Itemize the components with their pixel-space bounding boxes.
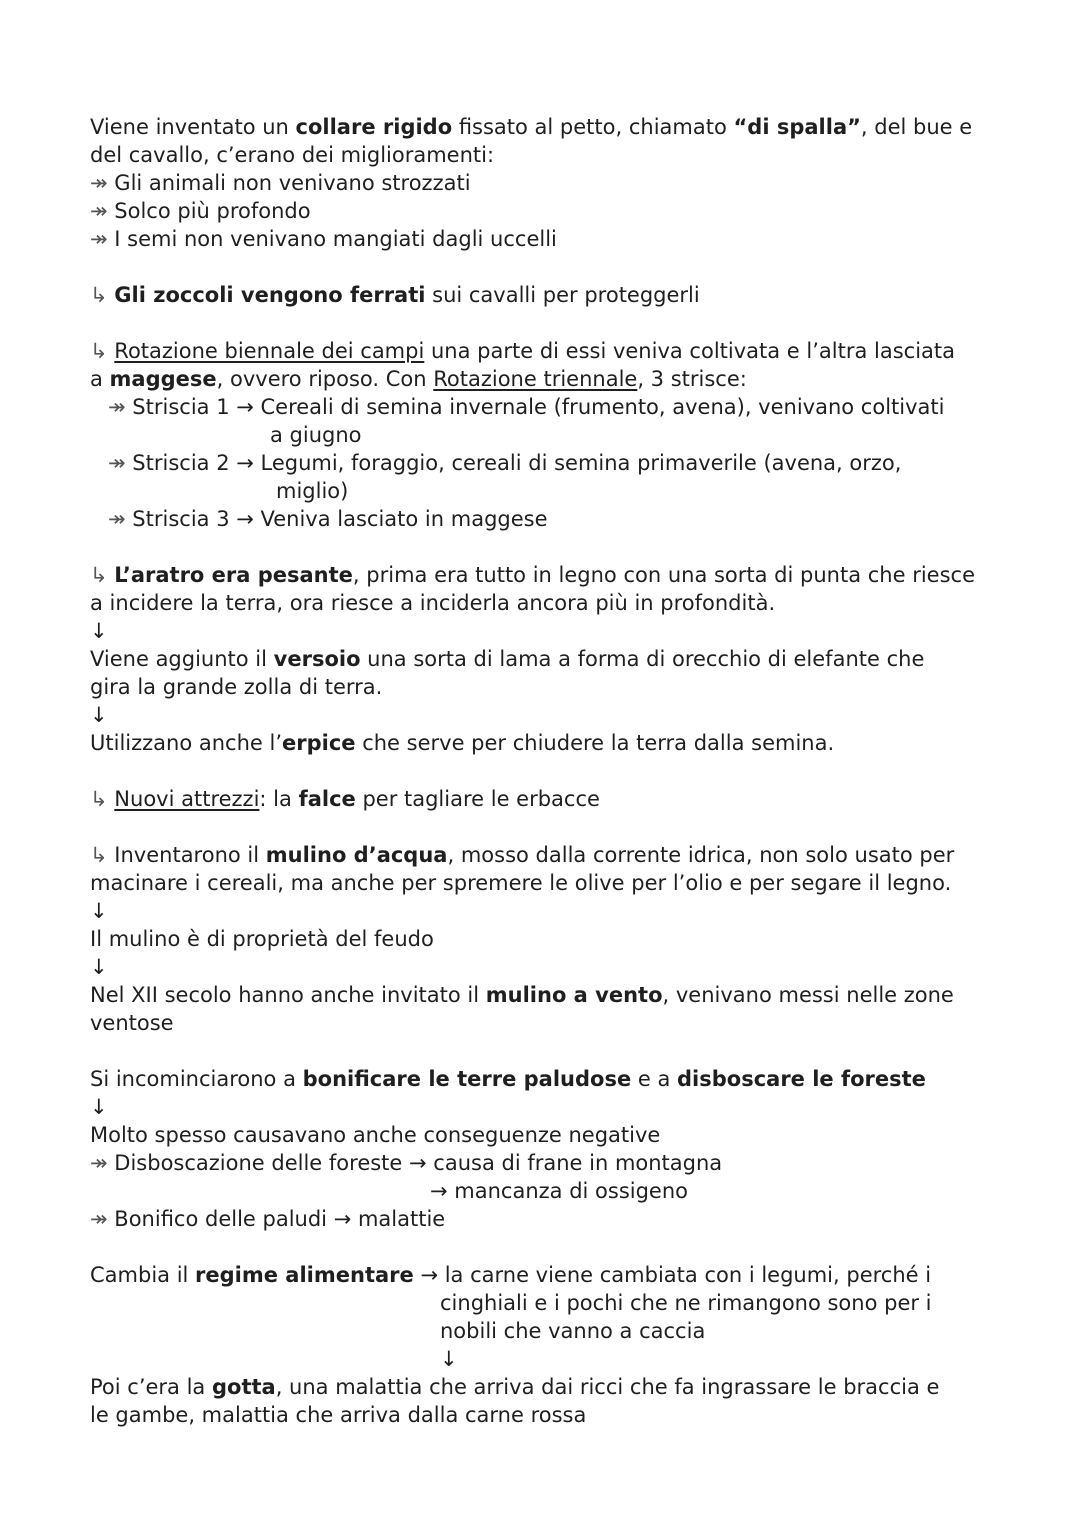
text-line: ↳ L’aratro era pesante, prima era tutto in legno con una sorta di punta che riesce (90, 563, 975, 587)
list-item: ↠ Striscia 2 → Legumi, foraggio, cereali di semina primaverile (avena, orzo, (108, 451, 902, 475)
down-arrow-icon: ↓ (90, 703, 108, 727)
text-line: a incidere la terra, ora riesce a inciderla ancora più in profondità. (90, 591, 776, 615)
text-line: a giugno (270, 423, 362, 447)
text-line: le gambe, malattia che arriva dalla carne rossa (90, 1403, 587, 1427)
text-line: ↳ Nuovi attrezzi: la falce per tagliare le erbacce (90, 787, 600, 811)
arrow-bullet-icon: ↠ (90, 1151, 108, 1175)
text-line: Poi c’era la gotta, una malattia che arriva dai ricci che fa ingrassare le braccia e (90, 1375, 940, 1399)
text-line: Viene inventato un collare rigido fissato al petto, chiamato “di spalla”, del bue e (90, 115, 973, 139)
arrow-bullet-icon: ↠ (90, 199, 108, 223)
hook-arrow-icon: ↳ (90, 339, 108, 363)
text-line: ↳ Rotazione biennale dei campi una parte di essi veniva coltivata e l’altra lasciata (90, 339, 956, 363)
down-arrow-icon: ↓ (90, 1095, 108, 1119)
text-line: Si incominciarono a bonificare le terre paludose e a disboscare le foreste (90, 1067, 926, 1091)
hook-arrow-icon: ↳ (90, 787, 108, 811)
arrow-bullet-icon: ↠ (108, 395, 126, 419)
text-line: Il mulino è di proprietà del feudo (90, 927, 434, 951)
text-line: ↳ Inventarono il mulino d’acqua, mosso dalla corrente idrica, non solo usato per (90, 843, 955, 867)
text-line: Utilizzano anche l’erpice che serve per chiudere la terra dalla semina. (90, 731, 835, 755)
text-line: macinare i cereali, ma anche per spremere le olive per l’olio e per segare il legno. (90, 871, 952, 895)
text-line: cinghiali e i pochi che ne rimangono sono per i (440, 1291, 932, 1315)
text-line: ventose (90, 1011, 174, 1035)
text-line: miglio) (276, 479, 349, 503)
text-line: → mancanza di ossigeno (430, 1179, 689, 1203)
list-item: ↠ Striscia 1 → Cereali di semina invernale (frumento, avena), venivano coltivati (108, 395, 945, 419)
list-item: ↠ Disboscazione delle foreste → causa di frane in montagna (90, 1151, 723, 1175)
down-arrow-icon: ↓ (90, 899, 108, 923)
list-item: ↠ Bonifico delle paludi → malattie (90, 1207, 446, 1231)
hook-arrow-icon: ↳ (90, 563, 108, 587)
text-line: gira la grande zolla di terra. (90, 675, 383, 699)
text-line: nobili che vanno a caccia (440, 1319, 706, 1343)
down-arrow-icon: ↓ (440, 1347, 458, 1371)
text-line: del cavallo, c’erano dei miglioramenti: (90, 143, 495, 167)
arrow-bullet-icon: ↠ (90, 171, 108, 195)
arrow-bullet-icon: ↠ (90, 227, 108, 251)
text-line: Nel XII secolo hanno anche invitato il mulino a vento, venivano messi nelle zone (90, 983, 954, 1007)
list-item: ↠ Striscia 3 → Veniva lasciato in maggese (108, 507, 548, 531)
list-item: ↠ I semi non venivano mangiati dagli uccelli (90, 227, 557, 251)
hook-arrow-icon: ↳ (90, 283, 108, 307)
arrow-bullet-icon: ↠ (90, 1207, 108, 1231)
list-item: ↠ Gli animali non venivano strozzati (90, 171, 471, 195)
text-line: Cambia il regime alimentare → la carne viene cambiata con i legumi, perché i (90, 1263, 932, 1287)
text-line: a maggese, ovvero riposo. Con Rotazione triennale, 3 strisce: (90, 367, 747, 391)
list-item: ↠ Solco più profondo (90, 199, 311, 223)
down-arrow-icon: ↓ (90, 955, 108, 979)
down-arrow-icon: ↓ (90, 619, 108, 643)
hook-arrow-icon: ↳ (90, 843, 108, 867)
notes-page (90, 113, 1020, 1429)
text-line: Viene aggiunto il versoio una sorta di lama a forma di orecchio di elefante che (90, 647, 925, 671)
arrow-bullet-icon: ↠ (108, 451, 126, 475)
text-line: Molto spesso causavano anche conseguenze negative (90, 1123, 661, 1147)
arrow-bullet-icon: ↠ (108, 507, 126, 531)
text-line: ↳ Gli zoccoli vengono ferrati sui cavalli per proteggerli (90, 283, 700, 307)
